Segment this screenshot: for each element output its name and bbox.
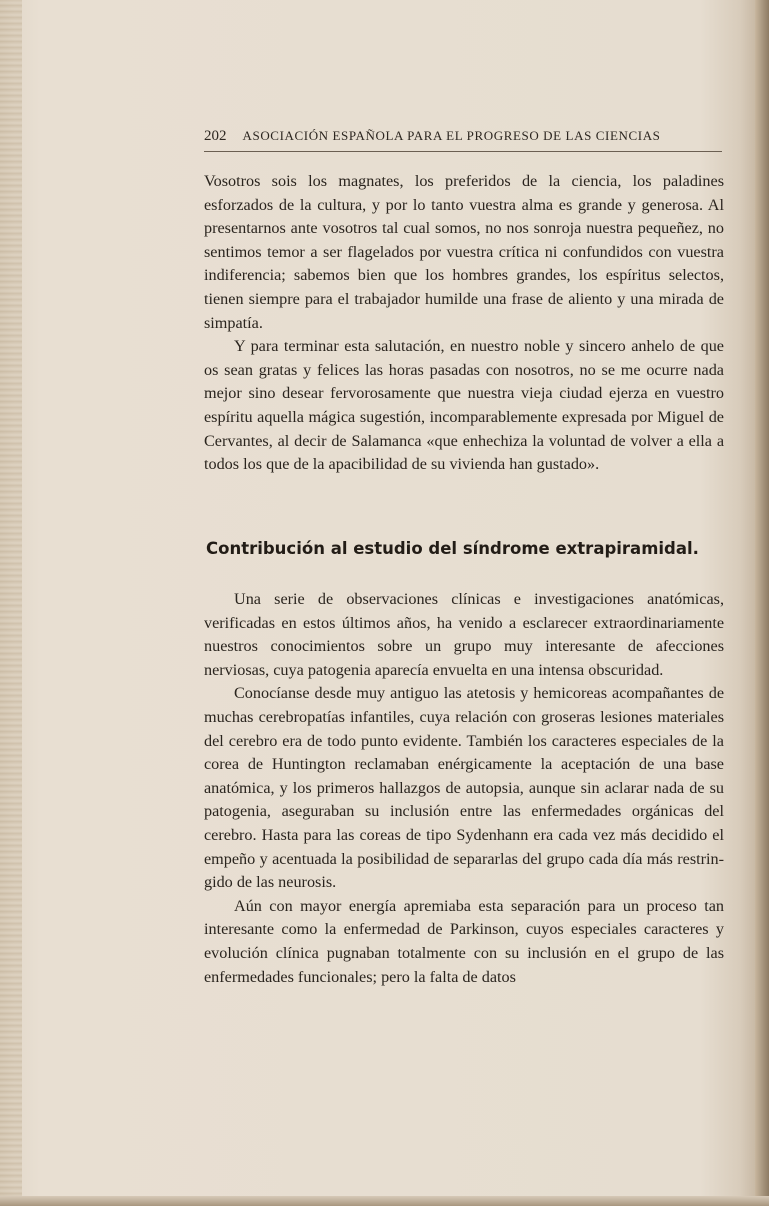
page-right-edge — [755, 0, 769, 1206]
paragraph: Vosotros sois los magnates, los preferidos de la ciencia, los paladines esforzados de la cultura, y por lo tanto vuestra alma es grande y generosa. Al presentarnos ante vosotros tal cual somos, no nos sonroja nuestra pequeñez, no sentimos temor a ser flagelados por vuestra crítica ni confundidos con vuestra indiferencia; sabemos bien que los hombres grandes, los espíritus selectos, tienen siempre para el trabajador humilde una frase de aliento y una mirada de simpatía. — [204, 172, 724, 332]
header-rule — [204, 151, 722, 152]
page-gutter-edge — [0, 0, 22, 1206]
article-body — [204, 588, 724, 989]
paragraph: Conocíanse desde muy antiguo las atetosis y hemicoreas acompañantes de muchas cerebropatías infantiles, cuya relación con groseras lesiones materiales del cerebro era de todo punto evidente. También los caracteres especiales de la corea de Huntington reclamaban enérgicamente la aceptación de una base anatómica, y los primeros hallazgos de autopsia, aunque sin aclarar nada de su patogenia, aseguraban su inclusión entre las enfermedades orgánicas del cerebro. Hasta para las coreas de tipo Sydenhann era cada vez más decidido el empeño y acentuada la posibilidad de separarlas del grupo cada día más restringido de las neurosis. — [204, 684, 724, 892]
page-bottom-edge — [0, 1196, 769, 1206]
paragraph: Y para terminar esta salutación, en nuestro noble y sincero anhelo de que os sean gratas y felices las horas pasadas con nosotros, no se me ocurre nada mejor sino desear fervorosamente que nuestra vieja ciudad ejerza en vuestro espíritu aquella mágica sugestión, incomparablemente expresada por Miguel de Cervantes, al decir de Salamanca «que enhechiza la voluntad de volver a ella a todos los que de la apacibilidad de su vivienda han gustado». — [204, 337, 724, 474]
speech-closing-text — [204, 170, 724, 477]
paragraph: Aún con mayor energía apremiaba esta separación para un proceso tan interesante como la enfermedad de Parkinson, cuyos especiales caracteres y evolución clínica pugnaban totalmente con su inclusión en el grupo de las enfermedades funcionales; pero la falta de datos — [204, 896, 724, 986]
running-header — [204, 128, 724, 145]
running-title: ASOCIACIÓN ESPAÑOLA PARA EL PROGRESO DE LAS CIENCIAS — [242, 128, 661, 143]
paragraph: Una serie de observaciones clínicas e investigaciones anatómicas, verificadas en estos últimos años, ha venido a esclarecer extraordinariamente nuestros conocimientos sobre un grupo muy interesante de afecciones nerviosas, cuya patogenia aparecía envuelta en una intensa obscuridad. — [204, 590, 724, 679]
page-number: 202 — [204, 128, 227, 144]
article-title: Contribución al estudio del síndrome extrapiramidal. — [206, 539, 699, 558]
